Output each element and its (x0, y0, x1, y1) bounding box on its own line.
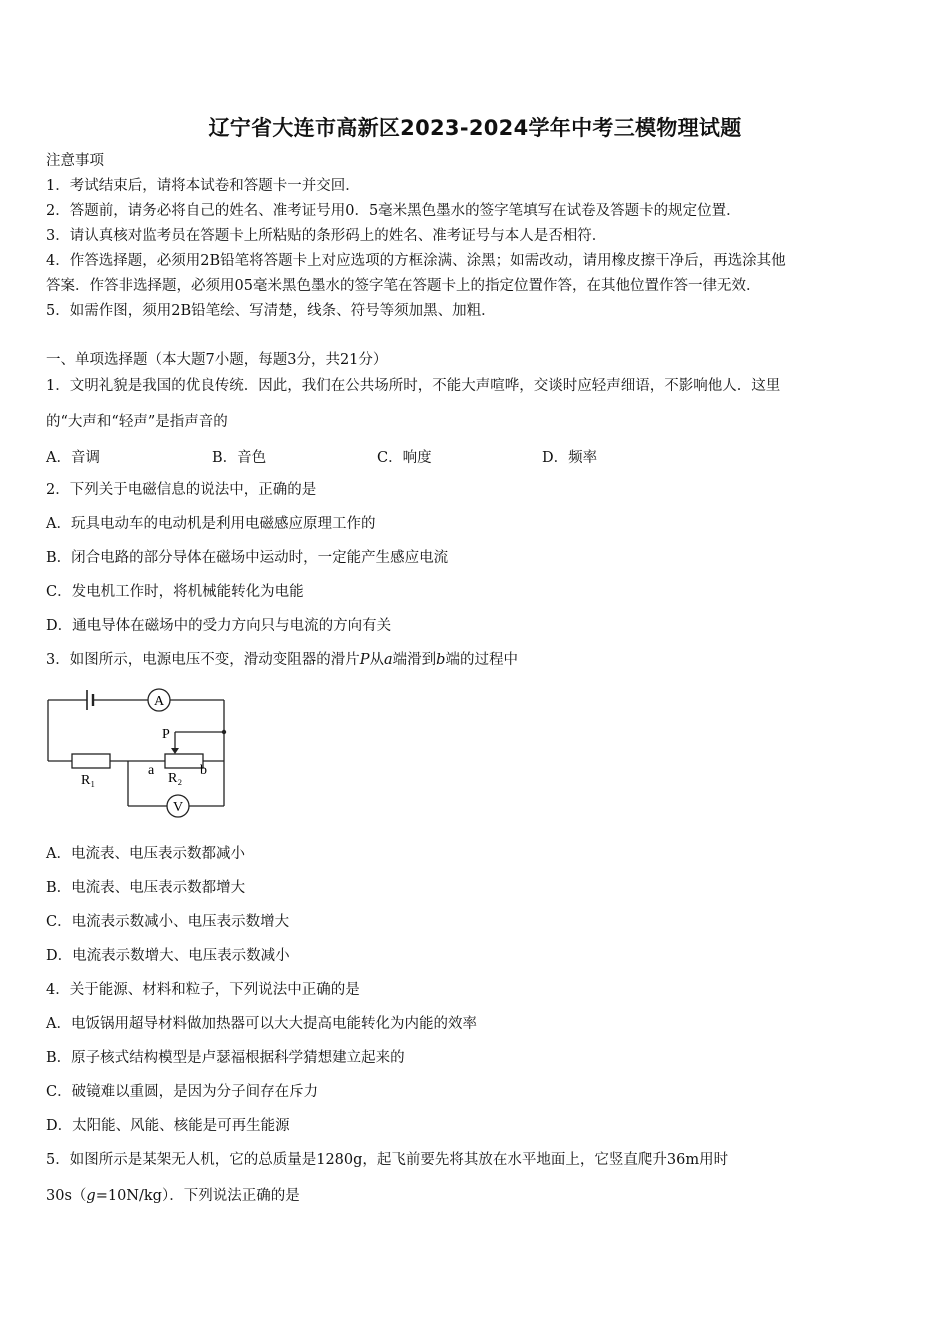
question-1-option-b: B．音色 (212, 450, 267, 466)
notice-item: 2．答题前，请务必将自己的姓名、准考证号用0．5毫米黑色墨水的签字笔填写在试卷及答题卡的规定位置． (46, 203, 741, 219)
r1-label: R₁ (81, 773, 96, 788)
end-a-label: a (148, 763, 155, 778)
question-3-stem (46, 650, 518, 670)
question-4-option-a: A．电饭锅用超导材料做加热器可以大大提高电能转化为内能的效率 (46, 1016, 477, 1032)
variable-p: P (359, 652, 370, 668)
question-3-stem-part: 从 (369, 652, 384, 668)
question-1-option-c: C．响度 (377, 450, 432, 466)
notice-item: 3．请认真核对监考员在答题卡上所粘贴的条形码上的姓名、准考证号与本人是否相符． (46, 228, 607, 244)
end-b-label: b (200, 763, 207, 778)
question-5-stem-part: 30s（ (46, 1188, 87, 1204)
section-heading: 一、单项选择题（本大题7小题，每题3分，共21分） (46, 352, 388, 368)
variable-b: b (436, 652, 446, 668)
question-3-stem-part: 3．如图所示，电源电压不变，滑动变阻器的滑片 (46, 652, 360, 668)
question-4-option-b: B．原子核式结构模型是卢瑟福根据科学猜想建立起来的 (46, 1050, 405, 1066)
resistor-r2-icon (165, 754, 203, 768)
question-1-option-a: A．音调 (46, 450, 100, 466)
question-5-stem-cont (46, 1186, 300, 1206)
question-3-option-a: A．电流表、电压表示数都减小 (46, 846, 245, 862)
variable-a: a (384, 652, 393, 668)
question-2-stem: 2．下列关于电磁信息的说法中，正确的是 (46, 482, 317, 498)
page-title: 辽宁省大连市高新区2023-2024学年中考三模物理试题 (208, 116, 742, 140)
question-4-option-c: C．破镜难以重圆，是因为分子间存在斥力 (46, 1084, 319, 1100)
slider-arrow-icon (171, 748, 179, 754)
notice-item: 5．如需作图，须用2B铅笔绘、写清楚，线条、符号等须加黑、加粗． (46, 303, 496, 319)
question-2-option-b: B．闭合电路的部分导体在磁场中运动时，一定能产生感应电流 (46, 550, 449, 566)
question-2-option-d: D．通电导体在磁场中的受力方向只与电流的方向有关 (46, 618, 392, 634)
question-1-stem-cont: 的“大声和“轻声”是指声音的 (46, 414, 228, 430)
ammeter-label: A (153, 694, 165, 709)
question-1-stem: 1．文明礼貌是我国的优良传统．因此，我们在公共场所时，不能大声喧哗，交谈时应轻声细语，不影响他人．这里 (46, 378, 781, 394)
notice-item: 1．考试结束后，请将本试卷和答题卡一并交回． (46, 178, 360, 194)
voltmeter-label: V (172, 800, 184, 815)
question-3-option-c: C．电流表示数减小、电压表示数增大 (46, 914, 290, 930)
r2-label: R₂ (168, 771, 183, 786)
variable-g: g (86, 1188, 96, 1204)
question-2-option-a: A．玩具电动车的电动机是利用电磁感应原理工作的 (46, 516, 376, 532)
question-4-stem: 4．关于能源、材料和粒子，下列说法中正确的是 (46, 982, 360, 998)
notice-item: 答案．作答非选择题，必须用05毫米黑色墨水的签字笔在答题卡上的指定位置作答，在其他位置作答一律无效． (46, 278, 761, 294)
question-4-option-d: D．太阳能、风能、核能是可再生能源 (46, 1118, 290, 1134)
question-3-option-d: D．电流表示数增大、电压表示数减小 (46, 948, 290, 964)
slider-label: P (162, 727, 170, 742)
question-3-stem-part: 端的过程中 (445, 652, 518, 668)
resistor-r1-icon (72, 754, 110, 768)
question-2-option-c: C．发电机工作时，将机械能转化为电能 (46, 584, 304, 600)
notice-heading: 注意事项 (46, 153, 104, 169)
notice-item: 4．作答选择题，必须用2B铅笔将答题卡上对应选项的方框涂满、涂黑；如需改动，请用橡皮擦干净后，再选涂其他 (46, 253, 786, 269)
question-3-stem-part: 端滑到 (392, 652, 437, 668)
question-3-option-b: B．电流表、电压表示数都增大 (46, 880, 246, 896)
question-1-option-d: D．频率 (542, 450, 598, 466)
question-5-stem: 5．如图所示是某架无人机，它的总质量是1280g，起飞前要先将其放在水平地面上，它竖直爬升36m用时 (46, 1152, 729, 1168)
circuit-diagram (40, 680, 240, 820)
question-5-stem-part: =10N/kg）．下列说法正确的是 (95, 1188, 300, 1204)
junction-dot (222, 730, 226, 734)
